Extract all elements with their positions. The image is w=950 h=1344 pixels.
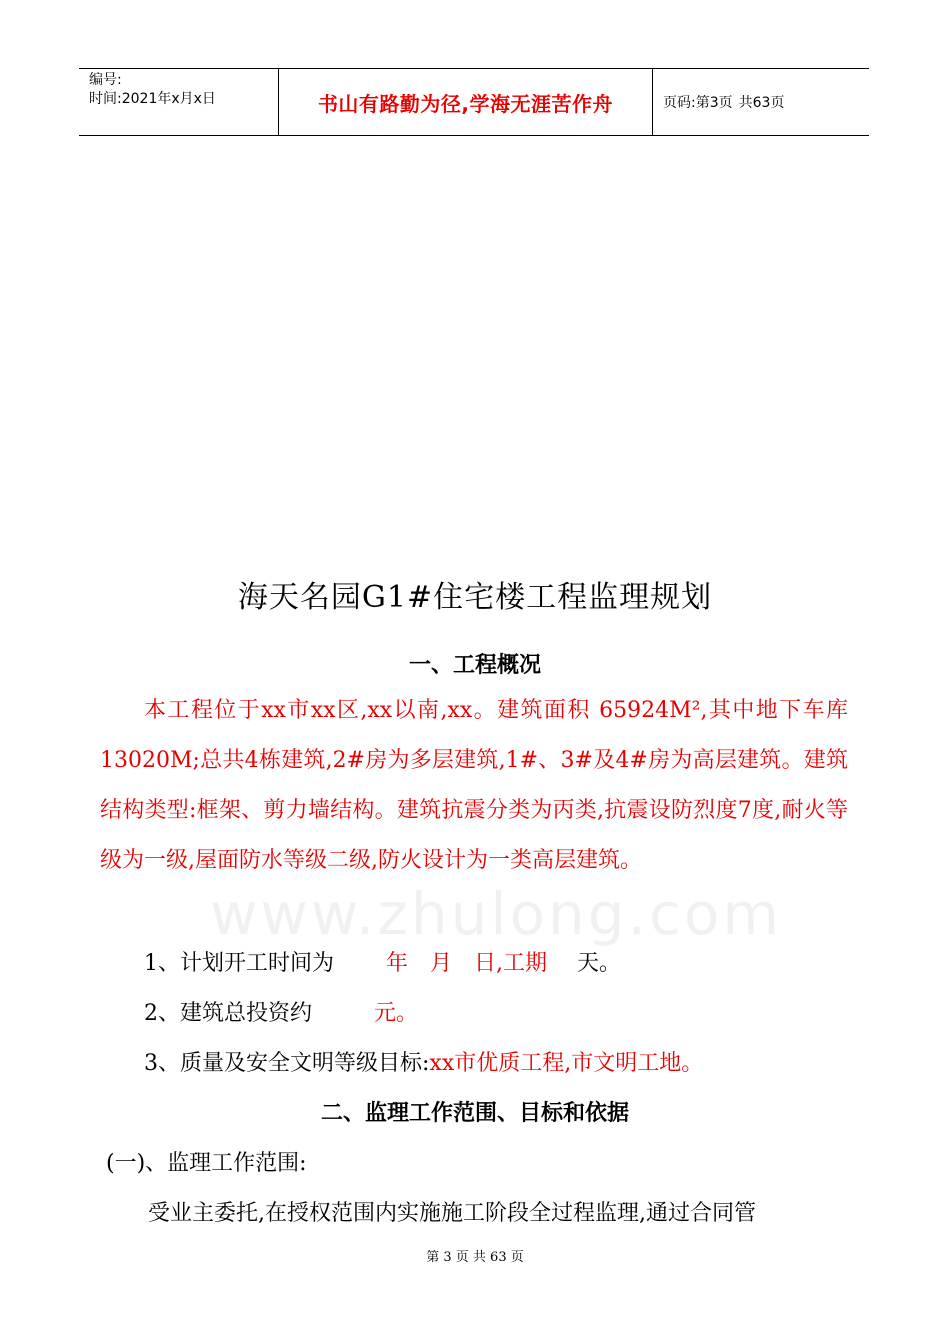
item1-line [144,946,621,977]
header-motto: 书山有路勤为径,学海无涯苦作舟 [279,69,653,135]
item1-prefix: 1、计划开工时间为 [144,951,334,976]
watermark: www.zhulong.com [210,880,782,948]
item1-day: 日,工期 [474,951,548,976]
item2-unit: 元。 [374,1001,419,1026]
item3-prefix: 3、质量及安全文明等级目标: [144,1051,430,1076]
time-label: 时间:2021年x月x日 [89,91,216,107]
number-label: 编号: [89,72,122,88]
item1-year: 年 [386,951,409,976]
item2-prefix: 2、建筑总投资约 [144,1001,312,1026]
subsection1-heading: (一)、监理工作范围: [106,1151,307,1176]
total-label: 共63页 [738,95,785,111]
item3-value: xx市优质工程,市文明工地。 [429,1051,704,1076]
item2-line [144,996,418,1027]
section1-heading: 一、工程概况 [408,653,541,678]
item3-line [144,1046,703,1077]
item1-month: 月 [430,951,453,976]
page-label: 页码:第3页 [663,95,733,111]
scope-paragraph: 受业主委托,在授权范围内实施施工阶段全过程监理,通过合同管 [148,1201,756,1226]
header-meta-cell [79,69,279,135]
section2-heading: 二、监理工作范围、目标和依据 [320,1101,629,1126]
overview-paragraph: 本工程位于xx市xx区,xx以南,xx。建筑面积 65924M²,其中地下车库13020M;总共4栋建筑,2#房为多层建筑,1#、3#及4#房为高层建筑。建筑结构类型:框架、剪力墙结构。建筑抗震分类为丙类,抗震设防烈度7度,耐火等级为一级,屋面防水等级二级,防火设计为一类高层建筑。 [100,698,848,873]
page-footer: 第 3 页 共 63 页 [426,1250,524,1265]
header-page-cell [653,69,869,135]
item1-suffix: 天。 [577,951,622,976]
document-title: 海天名园G1#住宅楼工程监理规划 [237,580,713,615]
header-table [79,68,869,136]
